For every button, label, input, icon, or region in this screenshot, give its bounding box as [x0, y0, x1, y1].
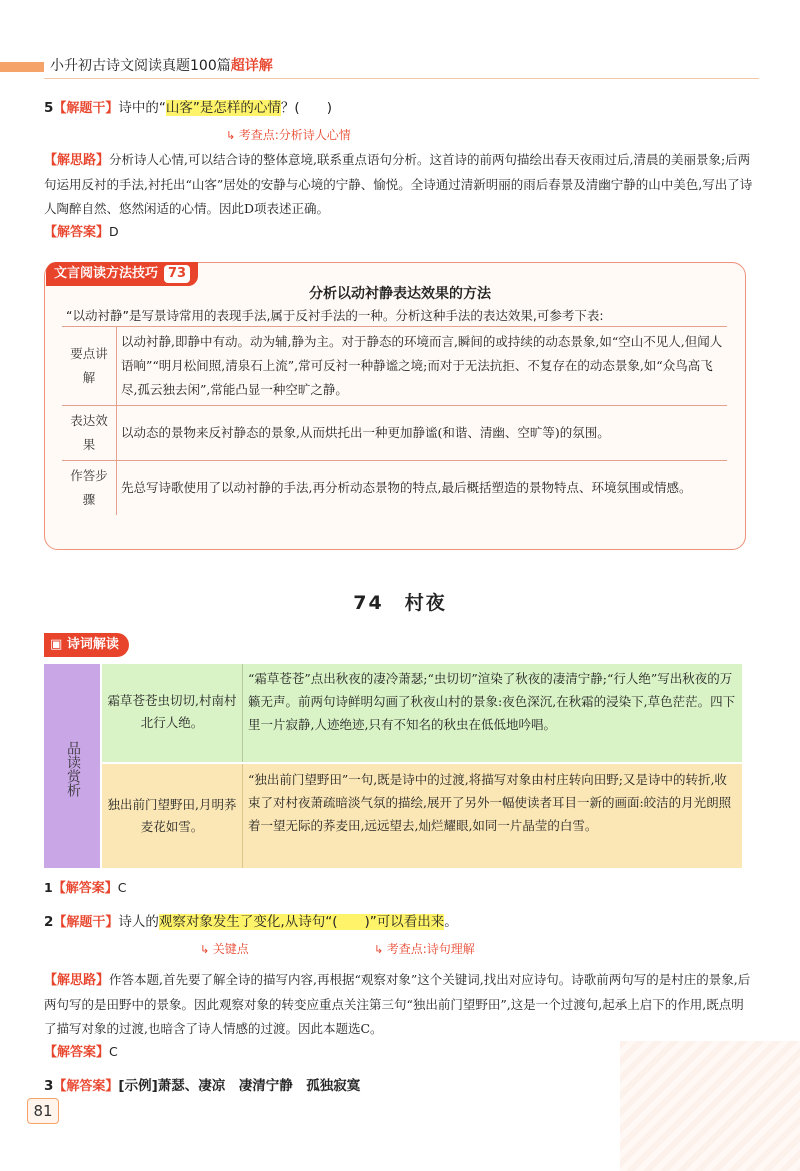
tips-row: [62, 327, 727, 406]
page-number: 81: [27, 1098, 59, 1124]
q5-stem-post: ？( ): [280, 100, 332, 116]
q5-note: [226, 126, 351, 143]
q2-note-key-text: 关键点: [212, 942, 249, 956]
q5-thinking: [44, 148, 754, 221]
q5-note-text: 考查点:分析诗人心情: [238, 128, 351, 142]
q5-answer-value: D: [109, 224, 119, 239]
q2-thinking-tag: 【解思路】: [44, 973, 110, 988]
q5-number: 5: [44, 100, 54, 116]
q1-answer: [44, 876, 126, 901]
tips-row-head: 表达效果: [62, 406, 117, 461]
q5-stem: [44, 96, 332, 121]
q3-answer-value: [示例]萧瑟、凄凉 凄清宁静 孤独寂寞: [118, 1078, 361, 1094]
q3-answer: [44, 1074, 360, 1099]
tips-tag-label: 文言阅读方法技巧: [54, 266, 159, 281]
appreciation-poem-lines: 霜草苍苍虫切切,村南村北行人绝。: [107, 693, 237, 730]
q2-answer: [44, 1040, 118, 1065]
q5-answer-tag: 【解答案】: [44, 225, 110, 240]
appreciation-divider: [242, 664, 243, 762]
arrow-icon: ↳: [200, 943, 213, 956]
page-corner-decoration: [620, 1041, 800, 1171]
tips-title: 分析以动衬静表达效果的方法: [309, 286, 491, 302]
q2-thinking: [44, 968, 754, 1041]
appreciation-table: [44, 664, 742, 868]
arrow-icon: ↳: [374, 943, 387, 956]
appreciation-side-label: 品读赏析: [65, 741, 81, 797]
q5-thinking-text: 分析诗人心情,可以结合诗的整体意境,联系重点语句分析。这首诗的前两句描绘出春天夜雨过后,清晨的美丽景象;后两句运用反衬的手法,衬托出“山客”居处的安静与心境的宁静、愉悦。全诗通过清新明丽的雨后春景及清幽宁静的山中美色,写出了诗人陶醉自然、悠然闲适的心情。因此D项表述正确。: [44, 152, 753, 216]
tips-row-head: 作答步骤: [62, 461, 117, 516]
poem-read-tag-label: 诗词解读: [66, 637, 119, 652]
tips-table: [62, 326, 727, 515]
q5-stem-pre: 诗中的“: [118, 100, 166, 116]
q2-number: 2: [44, 914, 54, 930]
poem-title: 74 村夜: [353, 592, 447, 614]
appreciation-side-header: [44, 664, 100, 868]
q5-answer: [44, 220, 119, 245]
q2-stem-pre: 诗人的: [118, 914, 159, 930]
appreciation-analysis: “霜草苍苍”点出秋夜的凄冷萧瑟;“虫切切”渲染了秋夜的凄清宁静;“行人绝”写出秋夜的万籁无声。前两句诗鲜明勾画了秋夜山村的景象:夜色深沉,在秋霜的浸染下,草色茫茫。四下里一片寂静,人迹绝迹,只有不知名的秋虫在低低地吟唱。: [248, 671, 736, 732]
tips-intro: “以动衬静”是写景诗常用的表现手法,属于反衬手法的一种。分析这种手法的表达效果,可参考下表:: [66, 308, 604, 323]
q2-stem: [44, 910, 458, 935]
poem-read-tag: [44, 633, 129, 657]
tips-row-text: 以动态的景物来反衬静态的景象,从而烘托出一种更加静谧(和谐、清幽、空旷等)的氛围。: [117, 406, 728, 461]
q5-thinking-tag: 【解思路】: [44, 153, 110, 168]
appreciation-divider: [242, 764, 243, 868]
appreciation-poem-lines: 独出前门望野田,月明荞麦花如雪。: [107, 797, 237, 834]
tips-row: [62, 406, 727, 461]
q1-tag: 【解答案】: [52, 881, 118, 896]
book-title: [50, 55, 273, 75]
q3-tag: 【解答案】: [53, 1079, 119, 1094]
tips-row-text: 以动衬静,即静中有动。动为辅,静为主。对于静态的环境而言,瞬间的或持续的动态景象,如“空山不见人,但闻人语响”“明月松间照,清泉石上流”,常可反衬一种静谧之境;而对于无法抗拒、不复存在的动态景象,如“众鸟高飞尽,孤云独去闲”,常能凸显一种空旷之静。: [117, 327, 728, 406]
q2-note-check-text: 考查点:诗句理解: [386, 942, 475, 956]
q2-stem-post: 。: [444, 914, 458, 930]
q1-answer-value: C: [117, 880, 127, 895]
q1-number: 1: [44, 880, 53, 895]
q5-stem-highlight: 山客”是怎样的心情: [165, 100, 281, 116]
q2-tag: 【解题干】: [53, 915, 119, 930]
q3-number: 3: [44, 1078, 54, 1094]
tips-row: [62, 461, 727, 516]
book-title-main: 小升初古诗文阅读真题100篇: [50, 58, 231, 74]
q2-answer-tag: 【解答案】: [44, 1045, 110, 1060]
q2-stem-highlight: 观察对象发生了变化,从诗句“( )”可以看出来: [158, 914, 445, 930]
q2-thinking-text: 作答本题,首先要了解全诗的描写内容,再根据“观察对象”这个关键词,找出对应诗句。诗歌前两句写的是村庄的景象,后两句写的是田野中的景象。因此观察对象的转变应重点关注第三句“独出前门望野田”,这是一个过渡句,起承上启下的作用,既点明了描写对象的过渡,也暗含了诗人情感的过渡。因此本题选C。: [44, 972, 751, 1036]
q5-tag: 【解题干】: [53, 101, 119, 116]
appreciation-analysis: “独出前门望野田”一句,既是诗中的过渡,将描写对象由村庄转向田野;又是诗中的转折,收束了对村夜萧疏暗淡气氛的描绘,展开了另外一幅使读者耳目一新的画面:皎洁的月光朗照着一望无际的荞麦田,远远望去,灿烂耀眼,如同一片晶莹的白雪。: [248, 772, 732, 833]
tips-row-head: 要点讲解: [62, 327, 117, 406]
header-accent-bar: [0, 62, 44, 72]
arrow-icon: ↳: [226, 129, 239, 142]
appreciation-row: [102, 664, 742, 762]
q2-note-check: [374, 940, 475, 957]
q2-note-key: [200, 940, 249, 957]
q2-answer-value: C: [109, 1044, 118, 1059]
appreciation-row: [102, 764, 742, 868]
calendar-icon: ▣: [50, 637, 67, 652]
header-rule: [44, 78, 759, 79]
tips-tag-number: 73: [164, 265, 190, 283]
tips-row-text: 先总写诗歌使用了以动衬静的手法,再分析动态景物的特点,最后概括塑造的景物特点、环境氛围或情感。: [117, 461, 728, 516]
book-title-highlight: 超详解: [230, 58, 273, 74]
